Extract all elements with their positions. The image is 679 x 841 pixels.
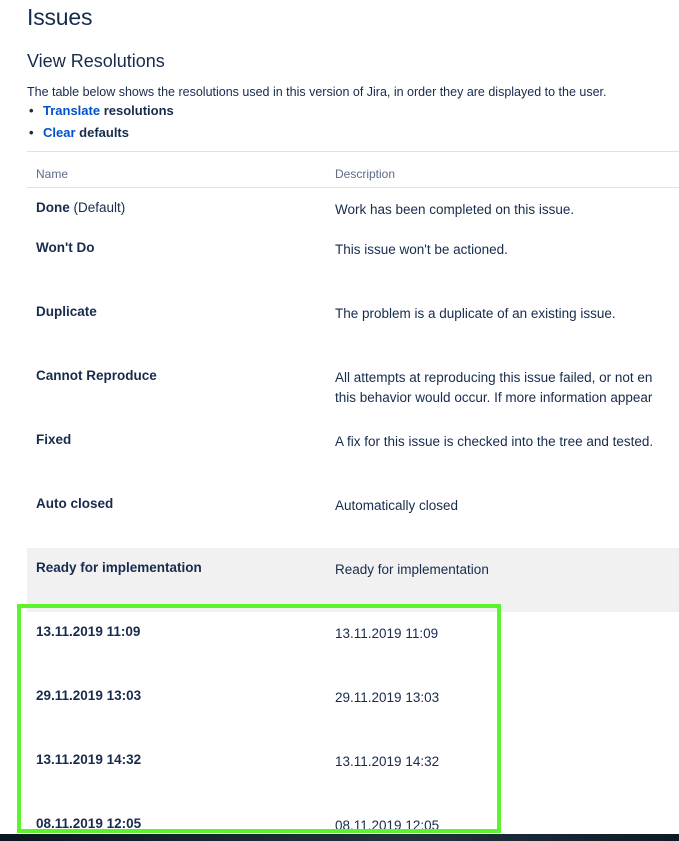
section-title: View Resolutions bbox=[27, 51, 165, 71]
table-row bbox=[27, 228, 679, 292]
resolution-name: Ready for implementation bbox=[36, 560, 202, 575]
action-translate-rest: resolutions bbox=[100, 103, 174, 118]
table-row bbox=[27, 356, 679, 420]
resolution-description: 29.11.2019 13:03 bbox=[335, 690, 440, 705]
page-title: Issues bbox=[27, 4, 93, 30]
resolution-description: Ready for implementation bbox=[335, 562, 489, 577]
resolution-name: Fixed bbox=[36, 432, 72, 447]
table-row bbox=[27, 292, 679, 356]
column-header-name: Name bbox=[36, 167, 69, 181]
table-header bbox=[27, 152, 679, 188]
clear-link[interactable]: Clear bbox=[43, 125, 76, 140]
column-header-description: Description bbox=[335, 167, 396, 181]
resolution-name: Won't Do bbox=[36, 240, 95, 255]
resolution-description: 13.11.2019 11:09 bbox=[335, 626, 439, 641]
resolution-description: A fix for this issue is checked into the tree and tested. bbox=[335, 434, 654, 449]
action-clear bbox=[27, 124, 174, 146]
bullet: • bbox=[29, 125, 34, 140]
resolution-name: 08.11.2019 12:05 bbox=[36, 816, 142, 831]
resolution-name: Cannot Reproduce bbox=[36, 368, 157, 383]
resolution-description: This issue won't be actioned. bbox=[335, 242, 508, 257]
resolution-description: All attempts at reproducing this issue failed, or not en this behavior would occur. If more information appear bbox=[335, 370, 653, 405]
resolution-name: 29.11.2019 13:03 bbox=[36, 688, 142, 703]
resolution-name: 13.11.2019 11:09 bbox=[36, 624, 141, 639]
desktop-background-strip bbox=[0, 834, 679, 841]
table-row bbox=[27, 612, 679, 676]
action-translate bbox=[27, 102, 174, 124]
actions-list bbox=[27, 102, 174, 146]
resolution-description: Work has been completed on this issue. bbox=[335, 202, 575, 217]
resolutions-table bbox=[27, 151, 679, 841]
bullet: • bbox=[29, 103, 34, 118]
resolution-name: Done (Default) bbox=[36, 200, 126, 215]
intro-text: The table below shows the resolutions used in this version of Jira, in order they are displayed to the user. bbox=[27, 85, 607, 99]
resolution-description: The problem is a duplicate of an existing issue. bbox=[335, 306, 616, 321]
resolution-description: 08.11.2019 12:05 bbox=[335, 818, 440, 833]
resolution-name: 13.11.2019 14:32 bbox=[36, 752, 142, 767]
resolution-description: 13.11.2019 14:32 bbox=[335, 754, 440, 769]
resolution-description: Automatically closed bbox=[335, 498, 459, 513]
default-label: (Default) bbox=[69, 200, 126, 215]
action-clear-rest: defaults bbox=[75, 125, 129, 140]
resolution-name: Duplicate bbox=[36, 304, 97, 319]
resolution-name: Auto closed bbox=[36, 496, 114, 511]
table-row bbox=[27, 740, 679, 804]
table-row bbox=[27, 676, 679, 740]
table-row bbox=[27, 484, 679, 548]
translate-link[interactable]: Translate bbox=[43, 103, 101, 118]
table-row bbox=[27, 420, 679, 484]
table-row bbox=[27, 188, 679, 228]
table-row-highlighted[interactable] bbox=[27, 548, 679, 612]
